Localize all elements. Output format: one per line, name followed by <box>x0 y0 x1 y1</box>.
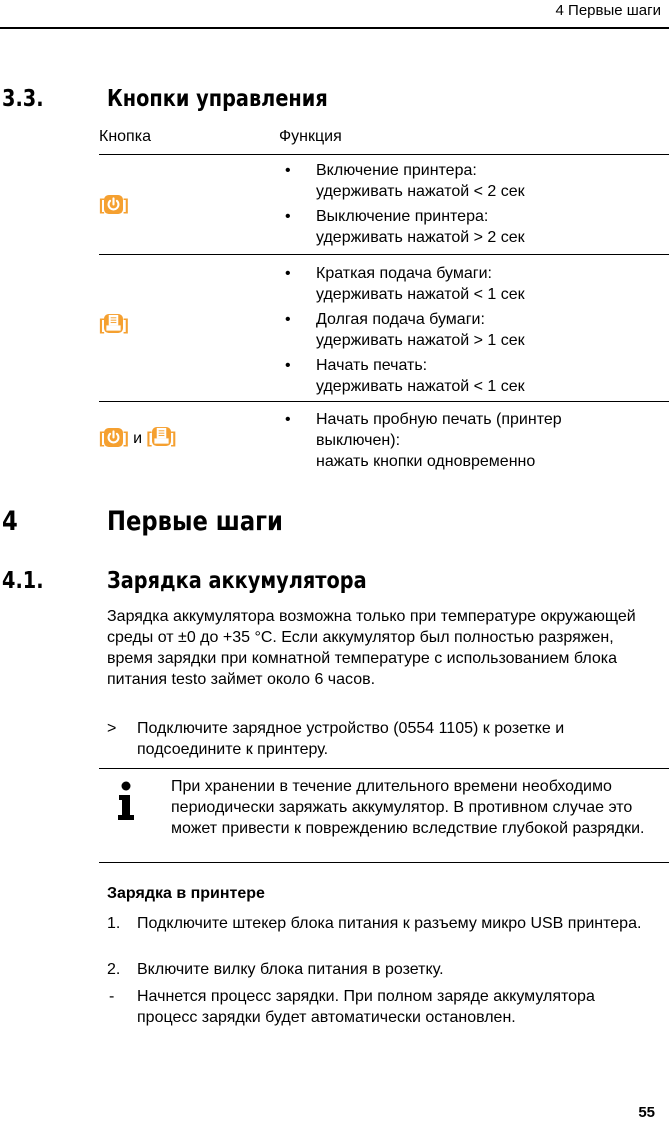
list-item <box>107 913 657 934</box>
table-row <box>99 155 669 255</box>
section-3-3-title: Кнопки управления <box>107 86 328 112</box>
page-number: 55 <box>638 1104 655 1121</box>
power-key: [ ] <box>99 197 129 214</box>
intro-paragraph: Зарядка аккумулятора возможна только при температуре окружающей среды от ±0 до +35 °C. Если аккумулятор был полностью разряжен, время зарядки при комнатной температуре с использованием блока питания testo займет около 6 часов. <box>107 608 636 688</box>
step-text: Начнется процесс зарядки. При полном заряде аккумулятора процесс зарядки будет автоматически остановлен. <box>137 988 595 1026</box>
section-4-1-number: 4.1. <box>2 568 44 594</box>
sub-heading: Зарядка в принтере <box>107 885 265 902</box>
table-row <box>99 255 669 402</box>
info-note <box>99 768 669 863</box>
instruction-step <box>107 718 657 760</box>
section-4-1-title: Зарядка аккумулятора <box>107 568 367 594</box>
function-cell <box>279 255 669 402</box>
section-3-3-number: 3.3. <box>2 86 44 112</box>
chapter-4-number: 4 <box>2 506 18 537</box>
step-text: Включите вилку блока питания в розетку. <box>137 961 444 978</box>
key-cell <box>99 255 279 402</box>
list-item: • Начать пробную печать (принтер выключен): нажать кнопки одновременно <box>279 409 669 472</box>
paper-feed-icon <box>152 426 171 447</box>
col-function-header: Функция <box>279 120 669 155</box>
power-key: [ ] <box>99 430 129 447</box>
running-header: 4 Первые шаги <box>555 2 661 19</box>
list-item <box>107 986 657 1028</box>
step-text: Подключите штекер блока питания к разъему микро USB принтера. <box>137 915 642 932</box>
list-item <box>107 959 657 980</box>
function-cell <box>279 155 669 255</box>
info-icon <box>115 781 137 821</box>
step-marker: 1. <box>107 915 121 932</box>
header-rule <box>0 27 669 29</box>
table-row <box>99 402 669 482</box>
paper-feed-key: [ ] <box>147 430 177 447</box>
list-item: • Краткая подача бумаги: удерживать нажатой < 1 сек <box>279 263 669 305</box>
power-icon <box>104 195 123 214</box>
key-joiner: и <box>133 430 143 447</box>
power-icon <box>104 428 123 447</box>
key-cell <box>99 155 279 255</box>
list-item: • Долгая подача бумаги: удерживать нажатой > 1 сек <box>279 309 669 351</box>
function-cell <box>279 402 669 482</box>
chapter-4-title: Первые шаги <box>107 506 283 537</box>
list-item: • Выключение принтера: удерживать нажатой > 2 сек <box>279 206 669 248</box>
table-header-row <box>99 120 669 155</box>
step-text: Подключите зарядное устройство (0554 1105) к розетке и подсоедините к принтеру. <box>137 720 565 758</box>
paper-feed-icon <box>104 313 123 334</box>
control-buttons-table <box>99 120 669 482</box>
step-marker: 2. <box>107 961 121 978</box>
key-cell <box>99 402 279 482</box>
step-marker: - <box>109 988 115 1005</box>
list-item: • Включение принтера: удерживать нажатой < 2 сек <box>279 160 669 202</box>
note-text: При хранении в течение длительного времени необходимо периодически заряжать аккумулятор. В противном случае это может привести к повреждению вследствие глубокой разрядки. <box>171 778 645 837</box>
step-marker: > <box>107 720 117 737</box>
paper-feed-key: [ ] <box>99 317 129 334</box>
col-button-header: Кнопка <box>99 120 279 155</box>
list-item: • Начать печать: удерживать нажатой < 1 сек <box>279 355 669 397</box>
